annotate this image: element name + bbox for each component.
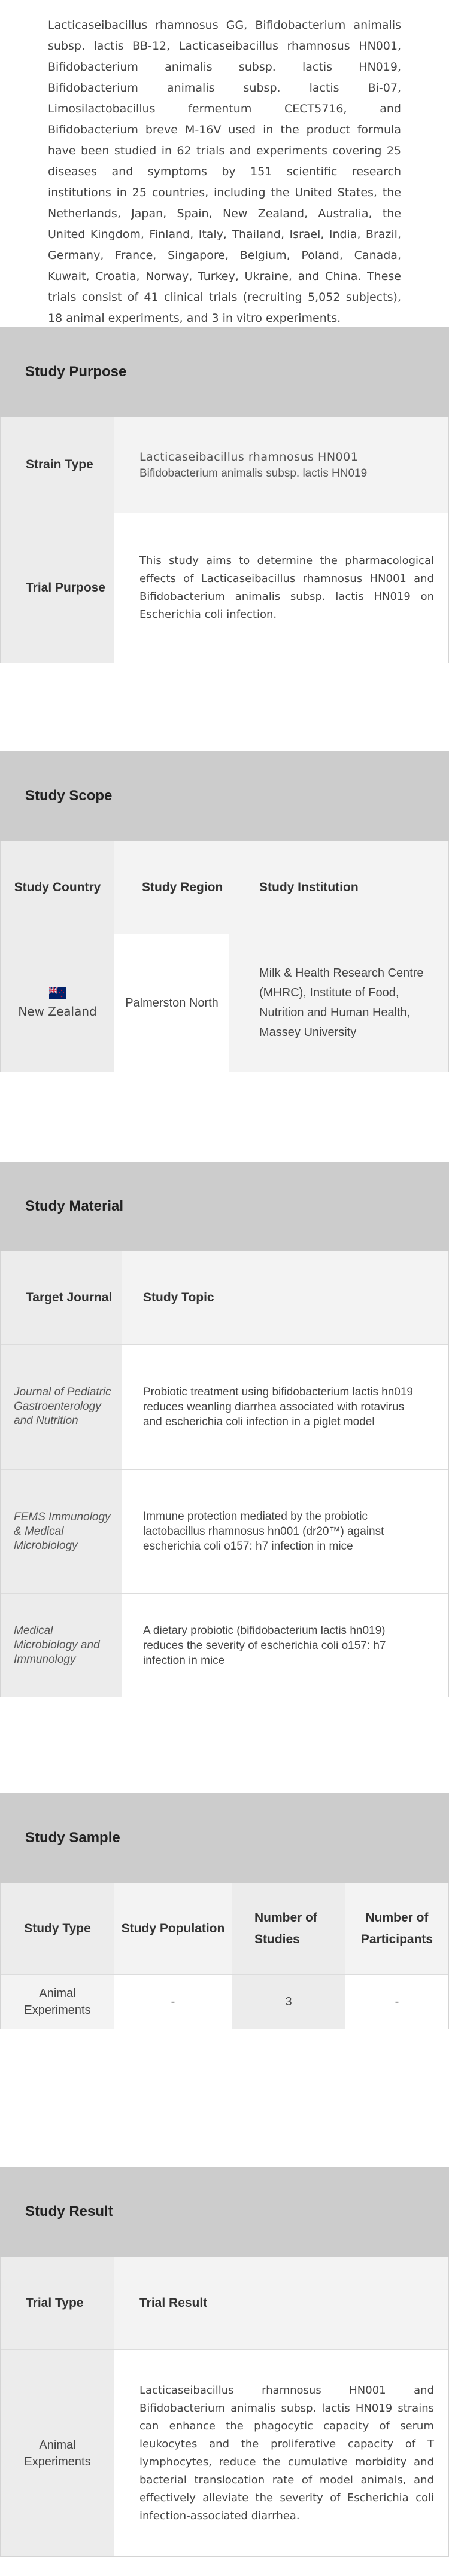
study-topic: Immune protection mediated by the probiotic lactobacillus rhamnosus hn001 (dr20™) against escherichia coli o157: h7 infection in mice xyxy=(122,1470,448,1593)
study-sample-section xyxy=(0,1793,449,2029)
column-header: Study Institution xyxy=(229,841,448,934)
region-cell: Palmerston North xyxy=(114,934,229,1072)
study-population-cell: - xyxy=(114,1975,232,2029)
table-row xyxy=(1,934,448,1072)
journal-name: FEMS Immunology & Medical Microbiology xyxy=(1,1470,122,1593)
strain-line: Bifidobacterium animalis subsp. lactis HN019 xyxy=(139,467,368,480)
trial-type-cell: Animal Experiments xyxy=(1,2350,114,2556)
study-material-section xyxy=(0,1162,449,1697)
number-of-studies-cell: 3 xyxy=(232,1975,345,2029)
study-type-cell: Animal Experiments xyxy=(1,1975,114,2029)
study-scope-section xyxy=(0,751,449,1072)
scope-table xyxy=(0,841,449,1072)
strain-type-label: Strain Type xyxy=(1,417,114,513)
table-row xyxy=(1,1469,448,1593)
table-row xyxy=(1,513,448,663)
section-title: Study Purpose xyxy=(0,327,449,417)
purpose-table xyxy=(0,417,449,663)
table-header-row xyxy=(1,1883,448,1974)
column-header: Study Country xyxy=(1,841,114,934)
study-purpose-section xyxy=(0,327,449,663)
table-header-row xyxy=(1,841,448,934)
table-row xyxy=(1,417,448,513)
section-title: Study Scope xyxy=(0,751,449,841)
country-name: New Zealand xyxy=(18,1004,97,1019)
column-header: Trial Type xyxy=(1,2257,114,2349)
number-of-participants-cell: - xyxy=(345,1975,448,2029)
study-topic: Probiotic treatment using bifidobacterium lactis hn019 reduces weanling diarrhea associated with rotavirus and escherichia coli infection in a piglet model xyxy=(122,1345,448,1469)
table-header-row xyxy=(1,2257,448,2349)
strain-line: Lacticaseibacillus rhamnosus HN001 xyxy=(139,450,359,464)
column-header: Target Journal xyxy=(1,1251,122,1344)
section-title: Study Result xyxy=(0,2167,449,2257)
result-table xyxy=(0,2257,449,2557)
journal-name: Medical Microbiology and Immunology xyxy=(1,1594,122,1697)
section-title: Study Sample xyxy=(0,1793,449,1883)
country-cell xyxy=(1,934,114,1072)
column-header: Study Region xyxy=(114,841,229,934)
institution-cell: Milk & Health Research Centre (MHRC), Institute of Food, Nutrition and Human Health, Massey University xyxy=(229,934,448,1072)
new-zealand-flag-icon xyxy=(49,987,66,999)
column-header: Study Type xyxy=(1,1883,114,1974)
study-topic: A dietary probiotic (bifidobacterium lactis hn019) reduces the severity of escherichia coli o157: h7 infection in mice xyxy=(122,1594,448,1697)
column-header: Study Population xyxy=(114,1883,232,1974)
journal-name: Journal of Pediatric Gastroenterology and Nutrition xyxy=(1,1345,122,1469)
study-result-section xyxy=(0,2167,449,2557)
trial-purpose-label: Trial Purpose xyxy=(1,513,114,663)
table-row xyxy=(1,1344,448,1469)
sample-table xyxy=(0,1883,449,2029)
table-row xyxy=(1,1593,448,1697)
trial-result-text: Lacticaseibacillus rhamnosus HN001 and Bifidobacterium animalis subsp. lactis HN019 strains can enhance the phagocytic capacity of serum leukocytes and the proliferative capacity of T lymphocytes, reduce the cumulative morbidity and bacterial translocation rate of model animals, and effectively alleviate the severity of Escherichia coli infection-associated diarrhea. xyxy=(114,2350,448,2556)
material-table xyxy=(0,1251,449,1697)
intro-paragraph: Lacticaseibacillus rhamnosus GG, Bifidobacterium animalis subsp. lactis BB-12, Lacticaseibacillus rhamnosus HN001, Bifidobacterium animalis subsp. lactis HN019, Bifidobacterium animalis subsp. lactis Bi-07, Limosilactobacillus fermentum CECT5716, and Bifidobacterium breve M-16V used in the product formula have been studied in 62 trials and experiments covering 25 diseases and symptoms by 151 scientific research institutions in 25 countries, including the United States, the Netherlands, Japan, Spain, New Zealand, Australia, the United Kingdom, Finland, Italy, Thailand, Israel, India, Brazil, Germany, France, Singapore, Belgium, Poland, Canada, Kuwait, Croatia, Norway, Turkey, Ukraine, and China. These trials consist of 41 clinical trials (recruiting 5,052 subjects), 18 animal experiments, and 3 in vitro experiments. xyxy=(48,19,401,325)
column-header: Number of Participants xyxy=(345,1883,448,1974)
table-row xyxy=(1,1974,448,2029)
column-header: Study Topic xyxy=(122,1251,448,1344)
column-header: Trial Result xyxy=(114,2257,448,2349)
section-title: Study Material xyxy=(0,1162,449,1251)
column-header: Number of Studies xyxy=(232,1883,345,1974)
strain-type-value xyxy=(114,417,448,513)
table-row xyxy=(1,2349,448,2556)
trial-purpose-text: This study aims to determine the pharmacological effects of Lacticaseibacillus rhamnosus HN001 and Bifidobacterium animalis subsp. lactis HN019 on Escherichia coli infection. xyxy=(114,513,448,663)
table-header-row xyxy=(1,1251,448,1344)
